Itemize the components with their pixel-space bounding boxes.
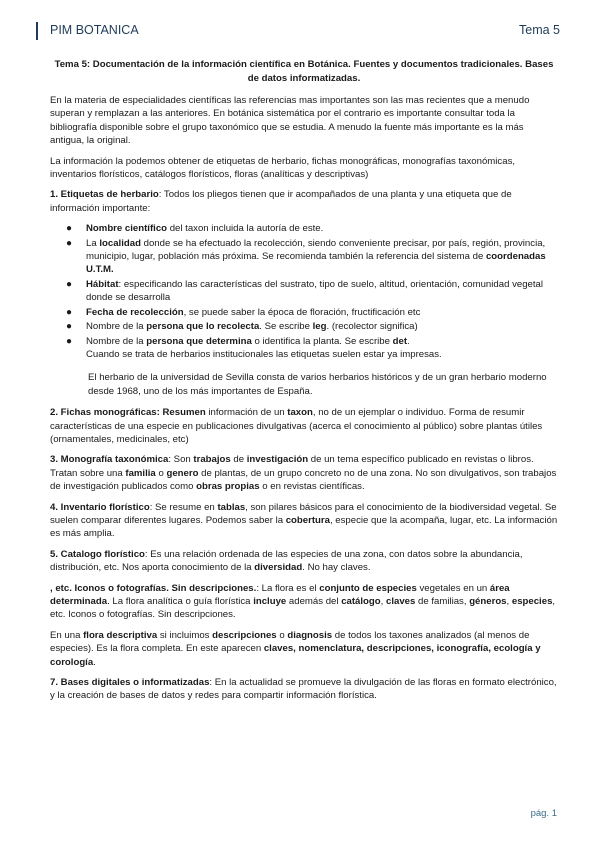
label-requirements-list bbox=[50, 222, 558, 361]
section-1-heading: 1. Etiquetas de herbario bbox=[50, 189, 159, 201]
section-7-heading: 7. Bases digitales o informatizadas bbox=[50, 677, 210, 689]
section-4: 4. Inventario florístico: Se resume en tablas, son pilares básicos para el conocimiento de la biodiversidad vegetal. Se suelen comparar diferentes lugares. Podemos saber la cobertura, especie que la acompaña, lugar, etc. La información es más amplia. bbox=[50, 501, 558, 540]
list-item: ● Fecha de recolección, se puede saber la época de floración, fructificación etc bbox=[66, 306, 421, 318]
sources-paragraph: La información la podemos obtener de etiquetas de herbario, fichas monográficas, monografías taxonómicas, inventarios florísticos, catálogos florísticos, floras (analíticas y descriptivas) bbox=[50, 155, 516, 181]
document-title: Tema 5: Documentación de la información científica en Botánica. Fuentes y documentos tradicionales. Bases de datos informatizadas. bbox=[54, 59, 554, 84]
section-6: , etc. Iconos o fotografías. Sin descripciones.: La flora es el conjunto de especies vegetales en un área determinada. La flora analítica o guía florística incluye además del catálogo, claves de familias, géneros, especies, etc. Iconos o fotografías. Sin descripciones. bbox=[50, 582, 556, 621]
section-4-heading: 4. Inventario florístico bbox=[50, 501, 150, 513]
sevilla-herbarium-note: El herbario de la universidad de Sevilla consta de varios herbarios históricos y de un gran herbario moderno desde 1968, uno de los más importantes de España. bbox=[88, 372, 547, 397]
document-body bbox=[50, 58, 558, 710]
bullet-icon: ● bbox=[66, 335, 73, 347]
section-1: 1. Etiquetas de herbario: Todos los pliegos tienen que ir acompañados de una planta y una etiqueta que de información importante: bbox=[50, 189, 512, 214]
bullet-icon: ● bbox=[66, 278, 73, 290]
section-5: 5. Catalogo florístico: Es una relación ordenada de las especies de una zona, con datos sobre la abundancia, distribución, etc. Nos aporta conocimiento de la diversidad. No hay claves. bbox=[50, 548, 523, 574]
list-item: ● Nombre de la persona que determina o identifica la planta. Se escribe det. Cuando se trata de herbarios institucionales las etiquetas suelen estar ya impresas. bbox=[66, 335, 442, 360]
list-item: ● La localidad donde se ha efectuado la recolección, siendo conveniente precisar, por país, región, provincia, municipio, lugar, población más próxima. Se recomienda también la referencia del sistema de coordenadas U.T.M. bbox=[66, 237, 546, 276]
section-2-heading: 2. Fichas monográficas: bbox=[50, 407, 160, 419]
bullet-icon: ● bbox=[66, 321, 73, 333]
bullet-icon: ● bbox=[66, 306, 73, 318]
intro-paragraph: En la materia de especialidades científicas las referencias mas importantes son las mas recientes que a menudo superan y remplazan a las anteriores. En botánica sistemática por el contrario es importante consultar toda la bibliografía disponible sobre el grupo taxonómico que se estudia. A menudo la fuente más importante es la más antigua, la original. bbox=[50, 95, 530, 147]
header-accent-bar bbox=[36, 22, 38, 40]
list-item: ● Nombre de la persona que lo recolecta. Se escribe leg. (recolector significa) bbox=[66, 321, 418, 333]
bullet-icon: ● bbox=[66, 237, 73, 249]
header-course-title: PIM BOTANICA bbox=[50, 23, 139, 37]
page-header bbox=[36, 22, 560, 42]
section-5-heading: 5. Catalogo florístico bbox=[50, 548, 145, 560]
page-number: pág. 1 bbox=[530, 808, 557, 819]
header-topic: Tema 5 bbox=[519, 23, 560, 37]
section-6-descriptive-flora: En una flora descriptiva si incluimos descripciones o diagnosis de todos los taxones analizados (al menos de especies). Es la flora completa. En este aparecen claves, nomenclatura, descripciones, iconografía, ecología y corología. bbox=[50, 629, 541, 668]
list-item: ● Nombre científico del taxon incluida la autoría de este. bbox=[66, 223, 324, 235]
list-item: ● Hábitat: especificando las características del sustrato, tipo de suelo, altitud, orientación, comunidad vegetal donde se desarrolla bbox=[66, 278, 544, 304]
section-7: 7. Bases digitales o informatizadas: En la actualidad se promueve la divulgación de las floras en formato electrónico, y la creación de bases de datos y redes para compartir información florística. bbox=[50, 677, 557, 702]
section-3: 3. Monografía taxonómica: Son trabajos de investigación de un tema específico publicado en revistas o libros. Tratan sobre una familia o genero de plantas, de un grupo concreto no de una zona. No son divulgativos, son trabajos de investigación publicados como obras propias o en revistas científicas. bbox=[50, 454, 557, 493]
section-6-heading: , etc. Iconos o fotografías. Sin descripciones. bbox=[50, 582, 257, 594]
section-2: 2. Fichas monográficas: Resumen información de un taxon, no de un ejemplar o individuo. Forma de resumir características de una especie en publicaciones divulgativas (acerca el conocimiento al público) sobre plantas útiles (ornamentales, medicinales, etc) bbox=[50, 407, 543, 445]
section-3-heading: 3. Monografía taxonómica bbox=[50, 454, 169, 466]
bullet-icon: ● bbox=[66, 223, 73, 235]
